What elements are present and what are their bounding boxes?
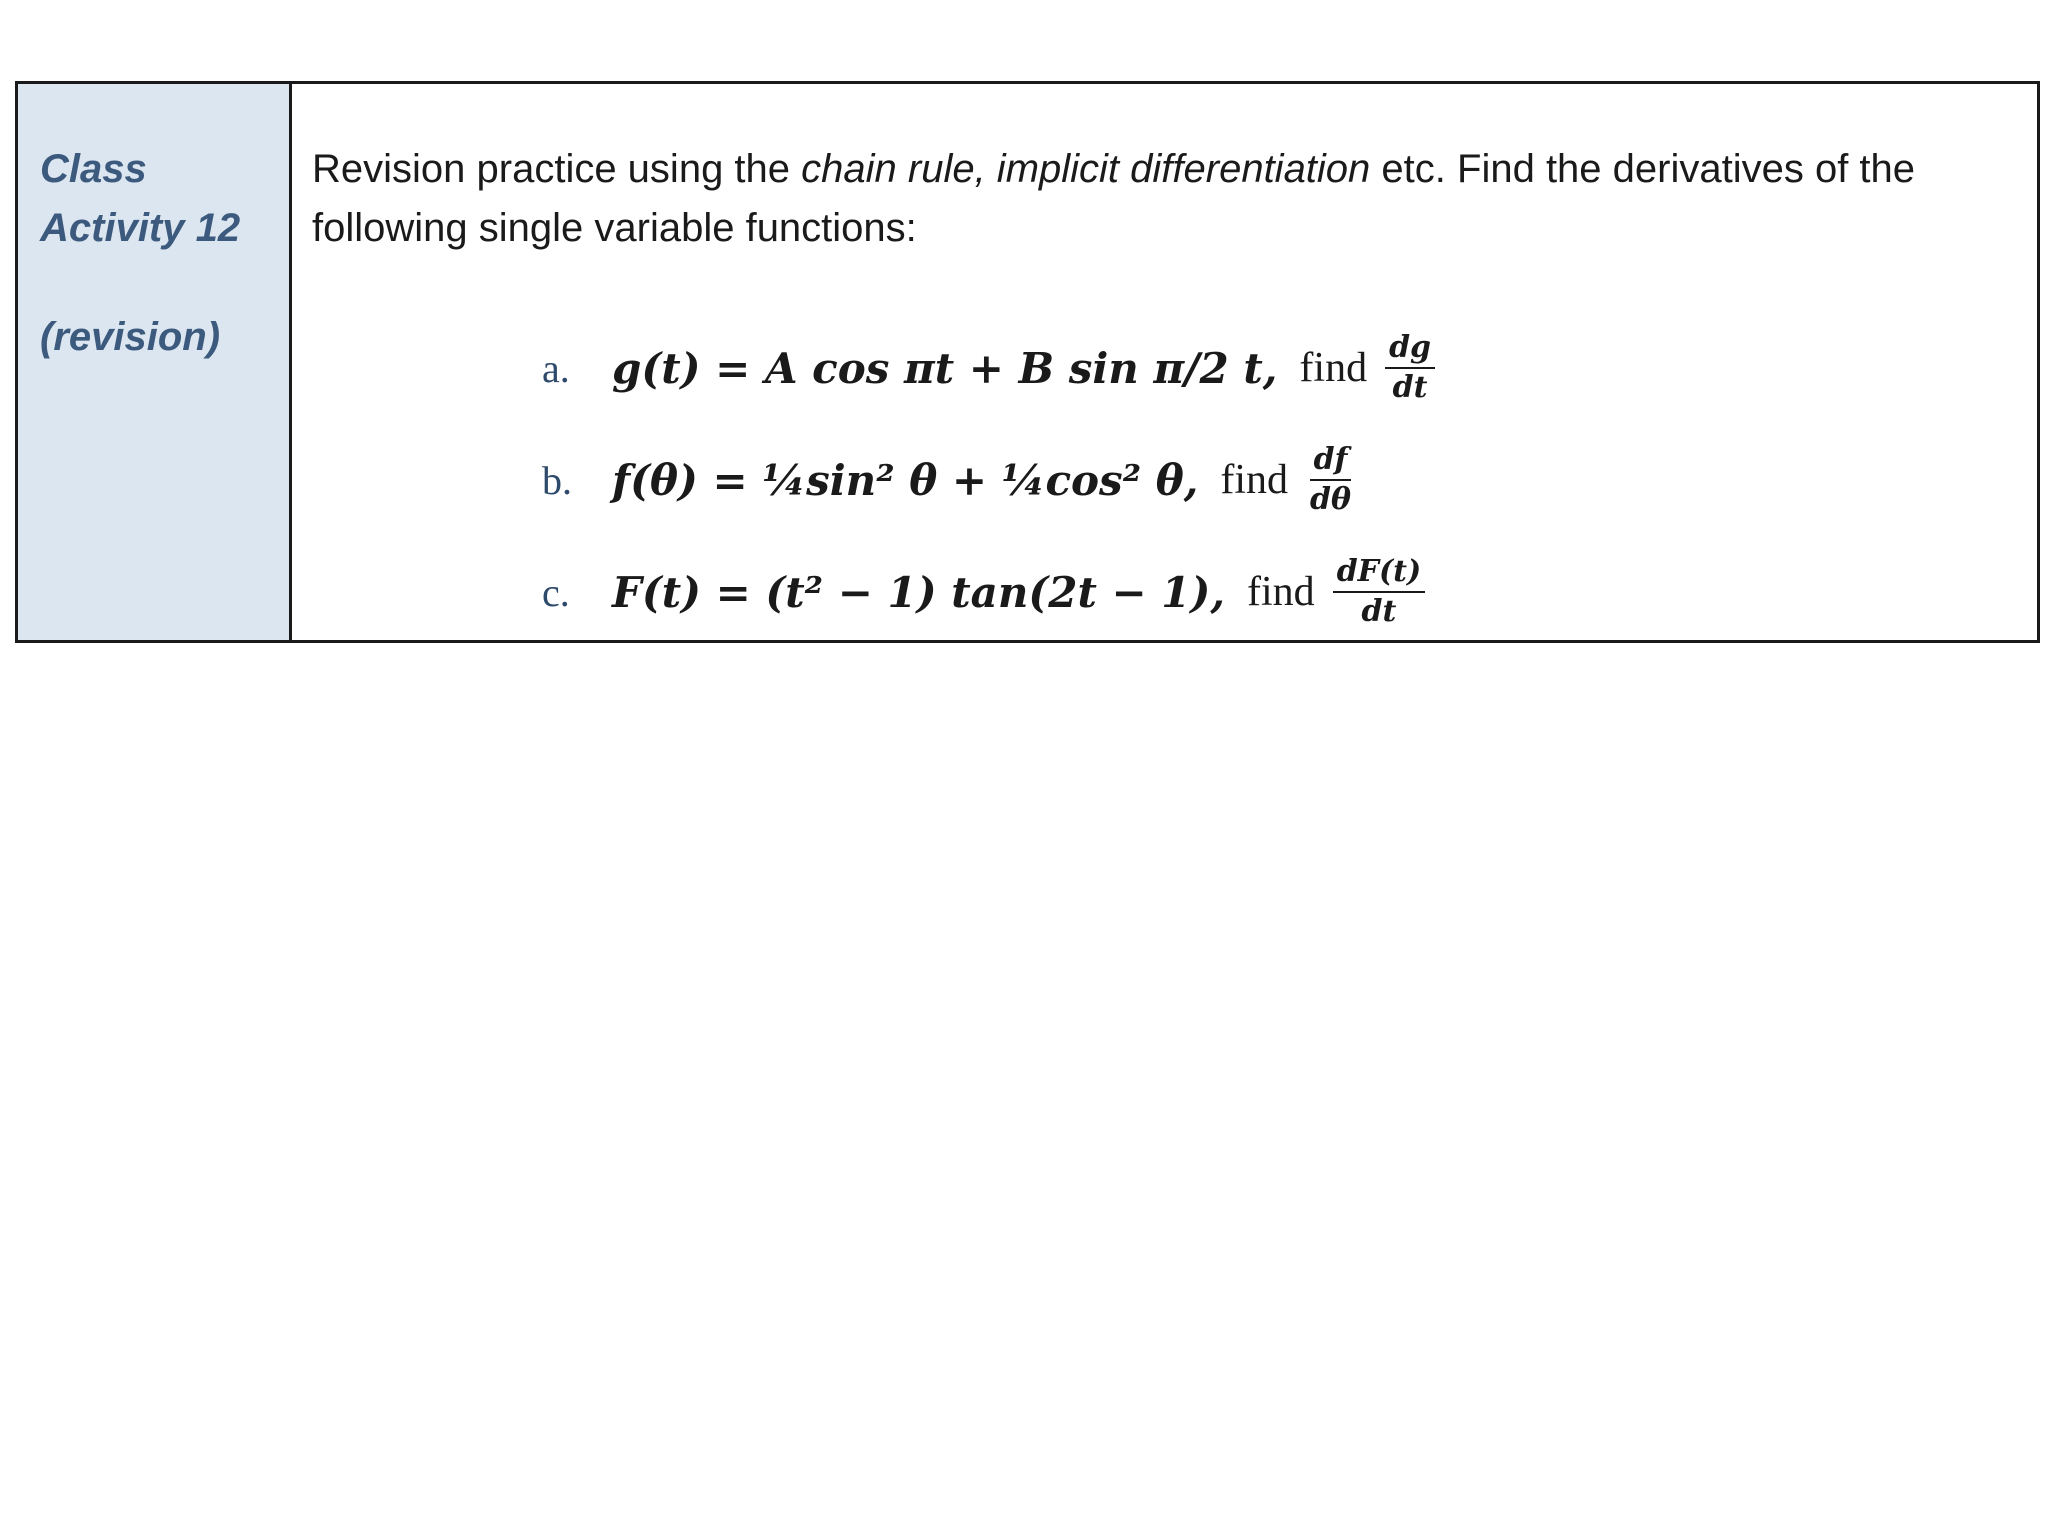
activity-content-cell — [292, 84, 2037, 640]
exercise-marker: b. — [542, 457, 572, 503]
find-label: find — [1220, 457, 1289, 503]
find-label: find — [1299, 345, 1368, 391]
exercise-item-a — [542, 312, 1942, 424]
intro-text-start: Revision practice using the — [312, 147, 802, 191]
exercise-item-b — [542, 424, 1942, 536]
derivative-numerator: dF(t) — [1333, 555, 1426, 593]
derivative-denominator: dθ — [1310, 482, 1352, 517]
exercise-item-c — [542, 536, 1942, 648]
exercise-expression: f(θ) = ¼sin² θ + ¼cos² θ, — [612, 455, 1199, 505]
derivative-fraction — [1333, 555, 1426, 629]
intro-text-end: etc. Find the derivatives of the following single variable functions: — [312, 147, 1916, 250]
derivative-fraction — [1385, 331, 1435, 405]
activity-label-cell — [18, 84, 292, 640]
exercise-expression: F(t) = (t² − 1) tan(2t − 1), — [612, 567, 1226, 617]
derivative-fraction — [1306, 443, 1355, 517]
activity-table — [15, 81, 2040, 643]
activity-label-revision: (revision) — [40, 315, 221, 359]
find-label: find — [1247, 569, 1315, 615]
exercise-expression: g(t) = A cos πt + B sin π/2 t, — [612, 343, 1278, 393]
derivative-numerator: dg — [1385, 331, 1435, 369]
exercise-marker: a. — [542, 345, 570, 391]
intro-text-italic: chain rule, implicit differentiation — [801, 147, 1371, 191]
exercise-marker: c. — [542, 569, 570, 615]
label-spacer — [40, 258, 289, 308]
derivative-denominator: dt — [1392, 370, 1428, 405]
activity-label-number: Activity 12 — [40, 206, 241, 250]
exercise-list — [542, 312, 1942, 648]
derivative-denominator: dt — [1361, 594, 1397, 629]
activity-label-class: Class — [40, 147, 147, 191]
intro-paragraph — [312, 140, 2017, 258]
derivative-numerator: df — [1310, 443, 1352, 481]
